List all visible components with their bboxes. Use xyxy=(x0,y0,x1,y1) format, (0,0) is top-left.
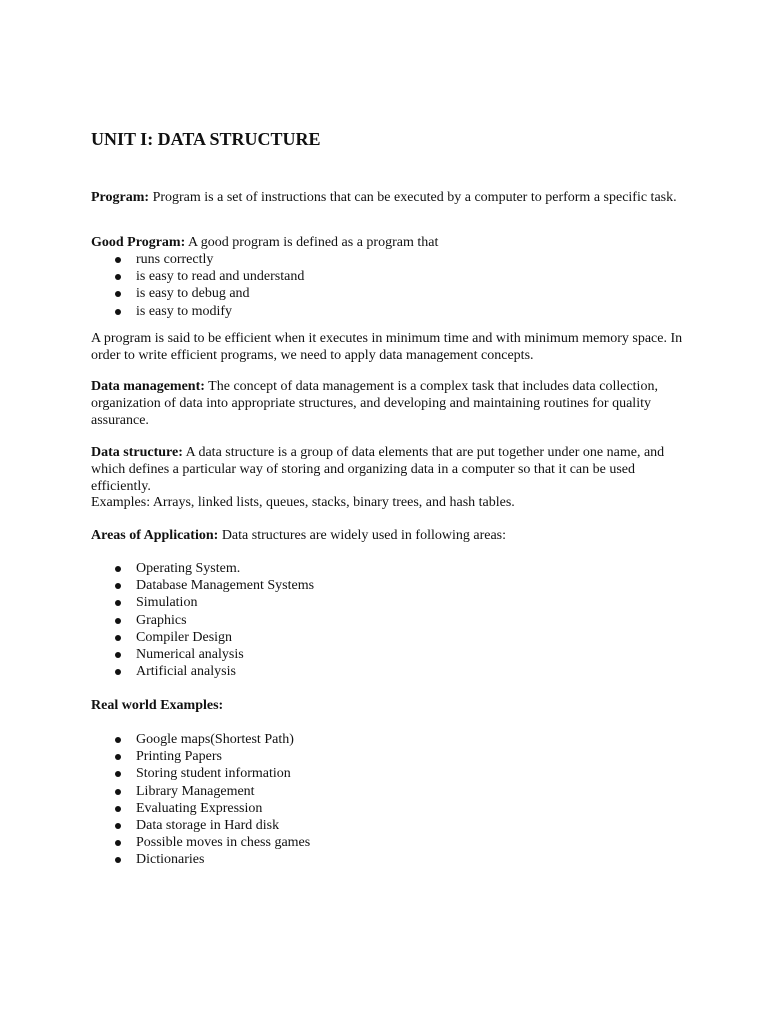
list-item: Library Management xyxy=(91,783,310,800)
data-structure-examples: Examples: Arrays, linked lists, queues, stacks, binary trees, and hash tables. xyxy=(91,495,515,510)
list-item: Evaluating Expression xyxy=(91,800,310,817)
list-item: Simulation xyxy=(91,594,314,611)
good-program-definition xyxy=(91,234,691,251)
page-title: UNIT I: DATA STRUCTURE xyxy=(91,129,321,149)
areas-label: Areas of Application: xyxy=(91,528,219,543)
bullet-icon xyxy=(115,274,121,280)
efficiency-paragraph: A program is said to be efficient when it executes in minimum time and with minimum memory space. In order to write efficient programs, we need to apply data management concepts. xyxy=(91,331,683,363)
areas-list xyxy=(91,560,314,680)
bullet-icon xyxy=(115,754,121,760)
bullet-icon xyxy=(115,857,121,863)
list-item: Operating System. xyxy=(91,560,314,577)
bullet-icon xyxy=(115,771,121,777)
good-program-list xyxy=(91,251,304,320)
bullet-icon xyxy=(115,635,121,641)
program-definition xyxy=(91,189,691,206)
bullet-icon xyxy=(115,806,121,812)
bullet-icon xyxy=(115,309,121,315)
list-item: Data storage in Hard disk xyxy=(91,817,310,834)
bullet-icon xyxy=(115,600,121,606)
bullet-icon xyxy=(115,669,121,675)
data-structure-definition xyxy=(91,444,691,495)
list-item: Artificial analysis xyxy=(91,663,314,680)
data-structure-text: A data structure is a group of data elements that are put together under one name, and which defines a particular way of storing and organizing data in a computer so that it can be used efficiently. xyxy=(91,445,665,494)
list-item: Dictionaries xyxy=(91,851,310,868)
bullet-icon xyxy=(115,583,121,589)
bullet-icon xyxy=(115,566,121,572)
list-item: is easy to debug and xyxy=(91,285,304,302)
good-program-text: A good program is defined as a program that xyxy=(187,235,439,250)
list-item: Graphics xyxy=(91,612,314,629)
list-item: Printing Papers xyxy=(91,748,310,765)
real-world-list xyxy=(91,731,310,869)
list-item: Database Management Systems xyxy=(91,577,314,594)
bullet-icon xyxy=(115,618,121,624)
bullet-icon xyxy=(115,652,121,658)
data-management-label: Data management: xyxy=(91,379,205,394)
list-item: Storing student information xyxy=(91,765,310,782)
list-item: is easy to modify xyxy=(91,303,304,320)
list-item: Google maps(Shortest Path) xyxy=(91,731,310,748)
good-program-label: Good Program: xyxy=(91,235,186,250)
list-item: runs correctly xyxy=(91,251,304,268)
bullet-icon xyxy=(115,737,121,743)
data-structure-label: Data structure: xyxy=(91,445,183,460)
real-world-heading: Real world Examples: xyxy=(91,698,224,713)
list-item: Compiler Design xyxy=(91,629,314,646)
list-item: Possible moves in chess games xyxy=(91,834,310,851)
bullet-icon xyxy=(115,840,121,846)
bullet-icon xyxy=(115,257,121,263)
list-item: Numerical analysis xyxy=(91,646,314,663)
areas-text: Data structures are widely used in following areas: xyxy=(221,528,506,543)
areas-of-application xyxy=(91,527,691,544)
bullet-icon xyxy=(115,291,121,297)
bullet-icon xyxy=(115,789,121,795)
data-management-text: The concept of data management is a complex task that includes data collection, organization of data into appropriate structures, and developing and maintaining routines for quality assurance. xyxy=(91,379,658,428)
program-label: Program: xyxy=(91,190,150,205)
list-item: is easy to read and understand xyxy=(91,268,304,285)
program-text: Program is a set of instructions that can be executed by a computer to perform a specific task. xyxy=(152,190,677,205)
data-management-definition xyxy=(91,378,691,429)
bullet-icon xyxy=(115,823,121,829)
